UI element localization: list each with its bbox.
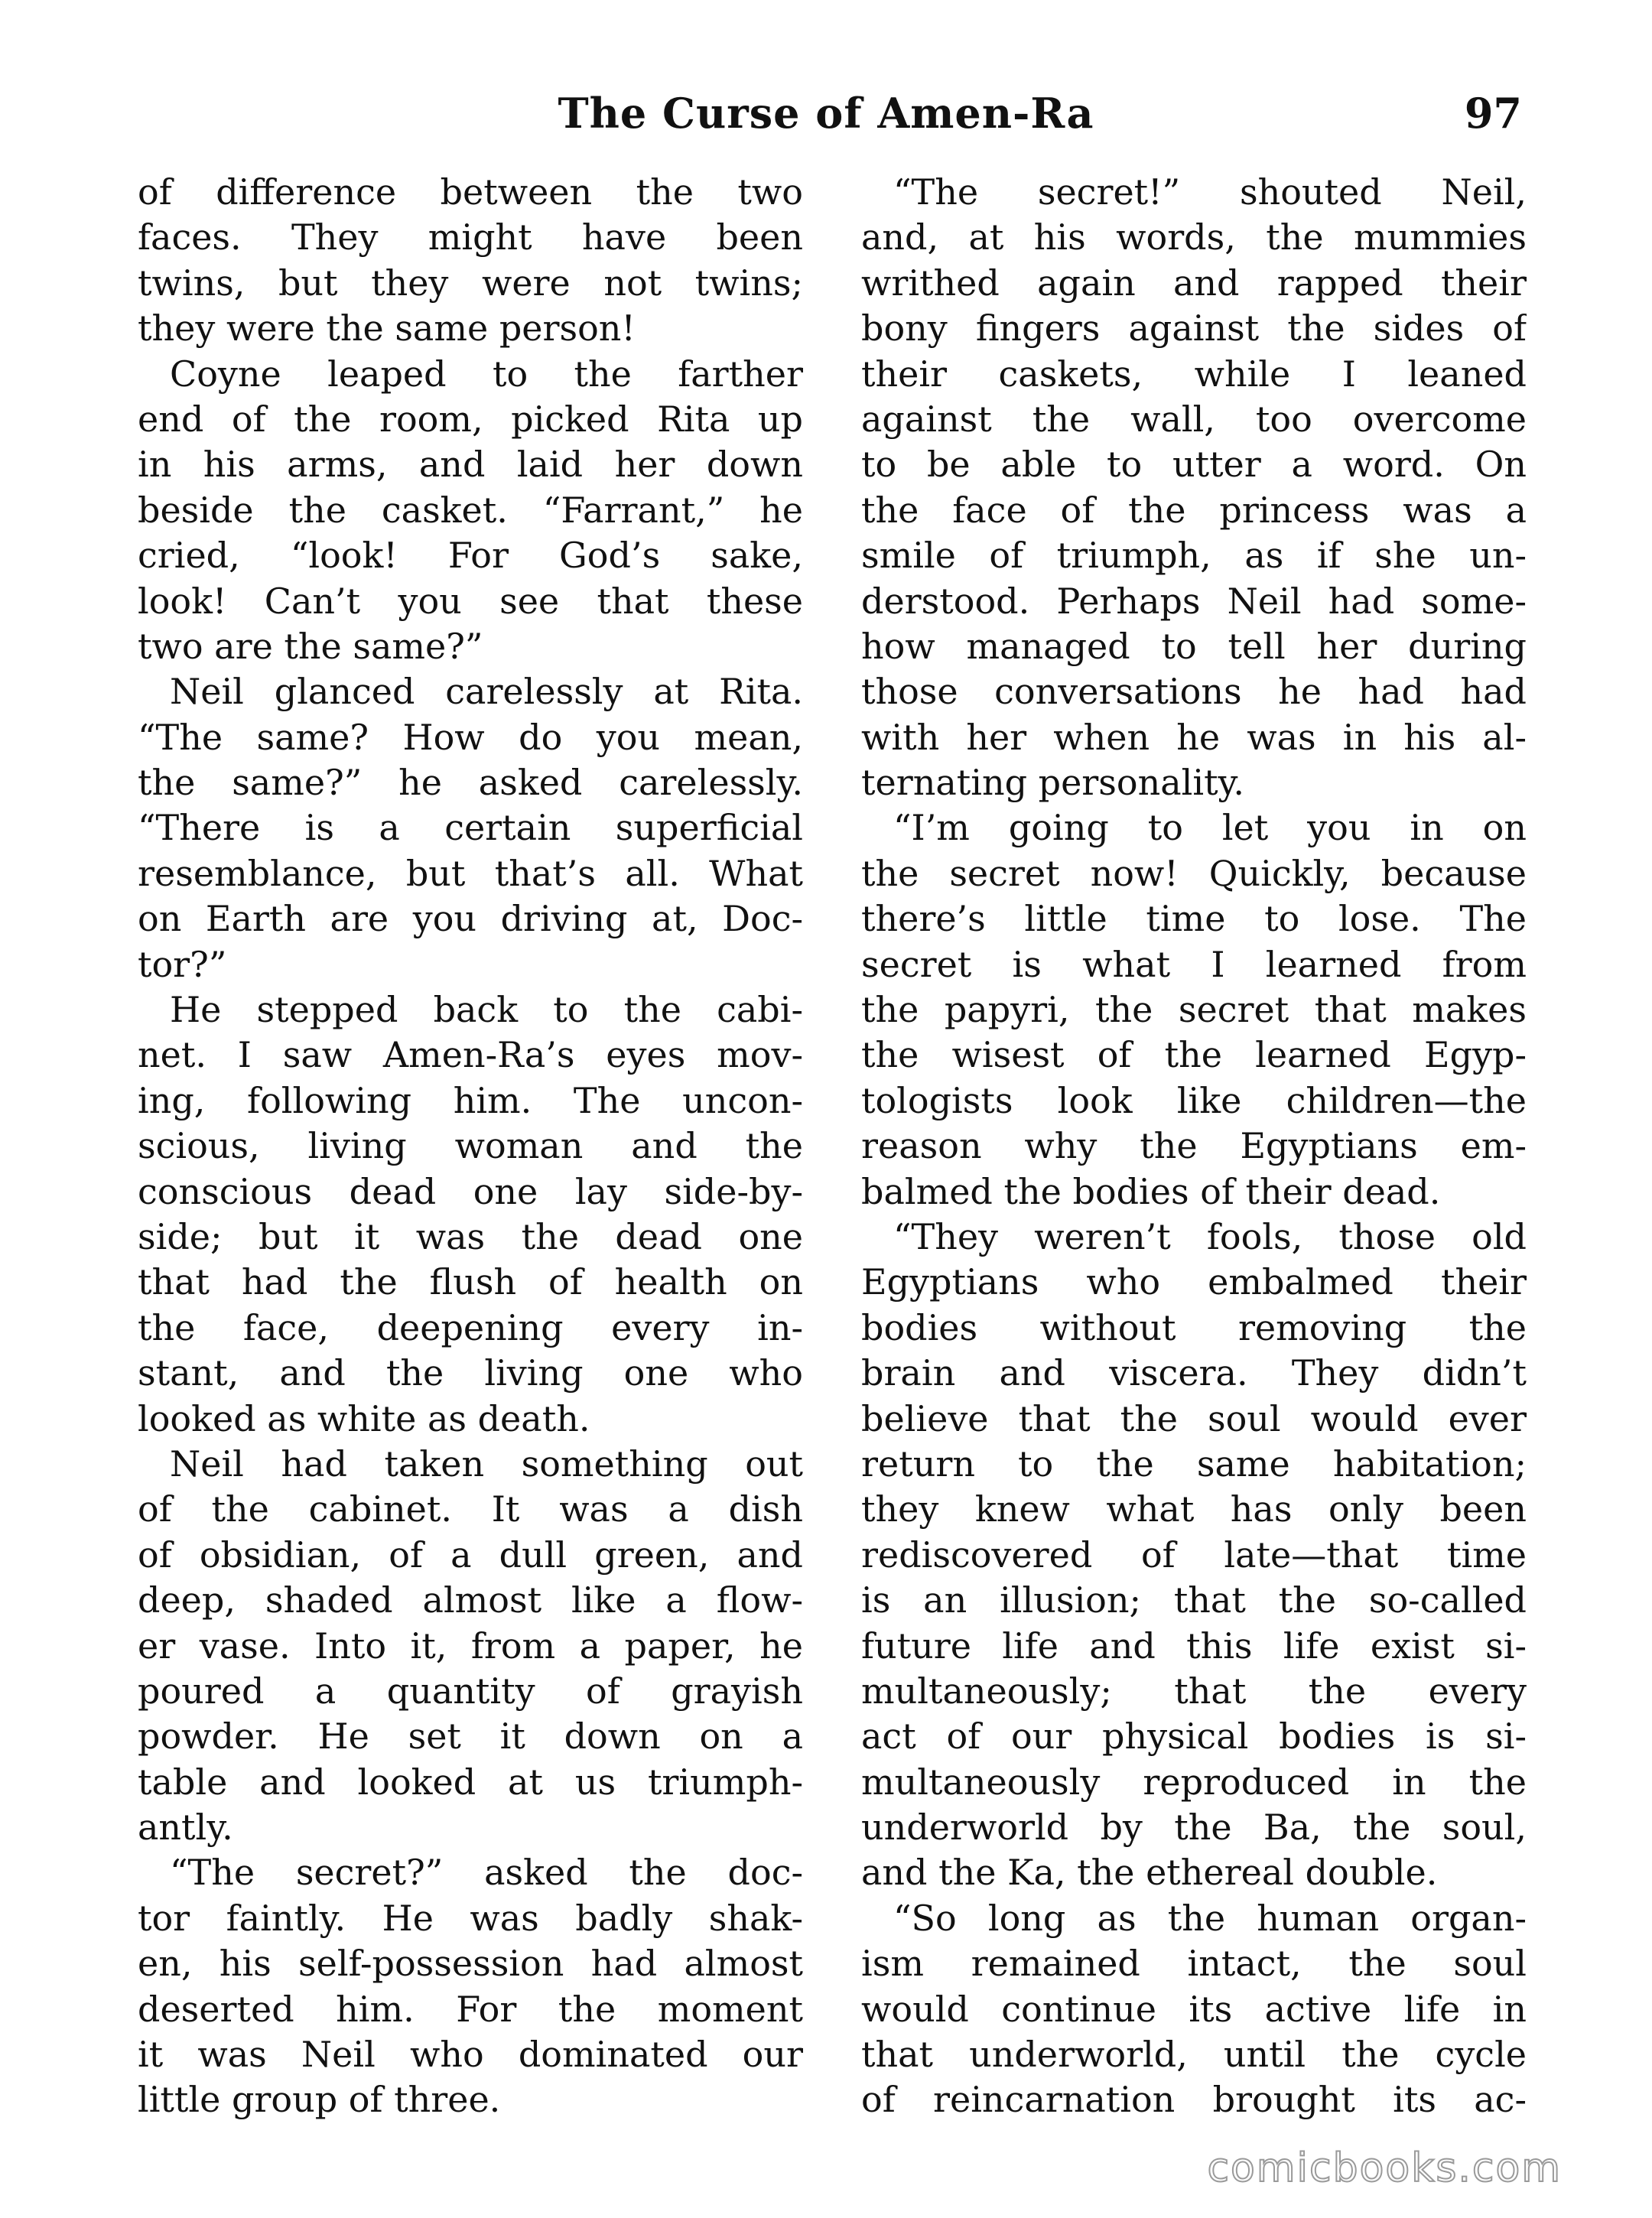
text-line: is an illusion; that the so-called: [861, 1579, 1527, 1621]
text-line: that underworld, until the cycle: [861, 2034, 1527, 2076]
text-line: multaneously reproduced in the: [861, 1761, 1527, 1803]
text-line: poured a quantity of grayish: [138, 1670, 803, 1712]
text-line: rediscovered of late—that time: [861, 1533, 1527, 1576]
text-line: and the Ka, the ethereal double.: [861, 1852, 1438, 1894]
text-line: tor faintly. He was badly shak-: [138, 1897, 803, 1939]
text-line: stant, and the living one who: [138, 1352, 803, 1394]
text-line: Neil had taken something out: [170, 1442, 803, 1485]
text-column-right: [861, 170, 1527, 2123]
text-line: with her when he was in his al-: [861, 716, 1527, 758]
text-line: the same?” he asked carelessly.: [138, 762, 803, 804]
text-line: the face, deepening every in-: [138, 1306, 803, 1348]
text-line: Egyptians who embalmed their: [861, 1261, 1527, 1303]
text-line: how managed to tell her during: [861, 625, 1527, 667]
text-line: looked as white as death.: [138, 1397, 590, 1439]
text-line: the secret now! Quickly, because: [861, 852, 1527, 894]
text-line: writhed again and rapped their: [861, 262, 1527, 304]
text-line: and, at his words, the mummies: [861, 216, 1527, 259]
text-line: ism remained intact, the soul: [861, 1943, 1527, 1985]
text-line: bodies without removing the: [861, 1306, 1527, 1348]
text-line: of difference between the two: [138, 171, 803, 213]
text-line: Coyne leaped to the farther: [170, 353, 803, 395]
text-line: of reincarnation brought its ac-: [861, 2079, 1527, 2121]
text-line: it was Neil who dominated our: [138, 2034, 803, 2076]
text-line: end of the room, picked Rita up: [138, 398, 803, 440]
text-line: those conversations he had had: [861, 671, 1527, 713]
text-line: ing, following him. The uncon-: [138, 1079, 803, 1121]
text-line: balmed the bodies of their dead.: [861, 1170, 1441, 1212]
text-line: return to the same habitation;: [861, 1442, 1527, 1485]
text-line: “They weren’t fools, those old: [893, 1215, 1527, 1257]
text-line: smile of triumph, as if she un-: [861, 535, 1527, 577]
text-line: “I’m going to let you in on: [893, 807, 1527, 849]
text-line: en, his self-possession had almost: [138, 1943, 803, 1985]
text-line: secret is what I learned from: [861, 943, 1527, 985]
watermark: comicbooks.com: [1207, 2145, 1562, 2191]
text-line: two are the same?”: [138, 625, 483, 667]
text-line: on Earth are you driving at, Doc-: [138, 898, 803, 940]
text-line: “The secret!” shouted Neil,: [893, 171, 1527, 213]
text-line: their caskets, while I leaned: [861, 353, 1527, 395]
text-line: tor?”: [138, 943, 227, 985]
text-line: look! Can’t you see that these: [138, 580, 803, 622]
text-line: deep, shaded almost like a flow-: [138, 1579, 803, 1621]
text-line: multaneously; that the every: [861, 1670, 1527, 1712]
page-header: [0, 83, 1652, 144]
text-line: twins, but they were not twins;: [138, 262, 803, 304]
text-line: tologists look like children—the: [861, 1079, 1527, 1121]
text-line: cried, “look! For God’s sake,: [138, 535, 803, 577]
text-line: Neil glanced carelessly at Rita.: [170, 671, 803, 713]
text-line: conscious dead one lay side-by-: [138, 1170, 803, 1212]
text-line: “There is a certain superficial: [138, 807, 803, 849]
text-line: of the cabinet. It was a dish: [138, 1488, 803, 1530]
text-line: the wisest of the learned Egyp-: [861, 1034, 1527, 1076]
text-line: net. I saw Amen-Ra’s eyes mov-: [138, 1034, 803, 1076]
text-line: they were the same person!: [138, 307, 636, 350]
text-line: deserted him. For the moment: [138, 1988, 803, 2030]
text-line: brain and viscera. They didn’t: [861, 1352, 1527, 1394]
text-line: derstood. Perhaps Neil had some-: [861, 580, 1527, 622]
text-line: underworld by the Ba, the soul,: [861, 1807, 1527, 1849]
text-line: against the wall, too overcome: [861, 398, 1527, 440]
text-line: table and looked at us triumph-: [138, 1761, 803, 1803]
running-title: The Curse of Amen-Ra: [558, 89, 1094, 138]
text-line: “So long as the human organ-: [893, 1897, 1527, 1939]
text-line: they knew what has only been: [861, 1488, 1527, 1530]
text-line: there’s little time to lose. The: [861, 898, 1527, 940]
text-line: little group of three.: [138, 2079, 501, 2121]
text-line: the papyri, the secret that makes: [861, 989, 1527, 1031]
text-line: future life and this life exist si-: [861, 1624, 1527, 1667]
text-line: of obsidian, of a dull green, and: [138, 1533, 803, 1576]
text-line: faces. They might have been: [138, 216, 803, 259]
text-line: the face of the princess was a: [861, 489, 1527, 531]
text-line: to be able to utter a word. On: [861, 444, 1527, 486]
text-line: would continue its active life in: [861, 1988, 1527, 2030]
text-line: that had the flush of health on: [138, 1261, 803, 1303]
text-line: er vase. Into it, from a paper, he: [138, 1624, 803, 1667]
text-line: in his arms, and laid her down: [138, 444, 803, 486]
text-line: side; but it was the dead one: [138, 1215, 803, 1257]
text-line: He stepped back to the cabi-: [170, 989, 803, 1031]
text-line: powder. He set it down on a: [138, 1716, 803, 1758]
text-line: reason why the Egyptians em-: [861, 1125, 1527, 1167]
text-line: believe that the soul would ever: [861, 1397, 1527, 1439]
text-line: resemblance, but that’s all. What: [138, 852, 803, 894]
text-line: “The secret?” asked the doc-: [170, 1852, 803, 1894]
text-line: act of our physical bodies is si-: [861, 1716, 1527, 1758]
page-number: 97: [1464, 89, 1522, 138]
text-line: bony fingers against the sides of: [861, 307, 1527, 350]
text-line: scious, living woman and the: [138, 1125, 803, 1167]
text-line: beside the casket. “Farrant,” he: [138, 489, 803, 531]
text-line: ternating personality.: [861, 762, 1245, 804]
text-line: “The same? How do you mean,: [138, 716, 803, 758]
text-column-left: [138, 170, 803, 2123]
text-line: antly.: [138, 1807, 233, 1849]
